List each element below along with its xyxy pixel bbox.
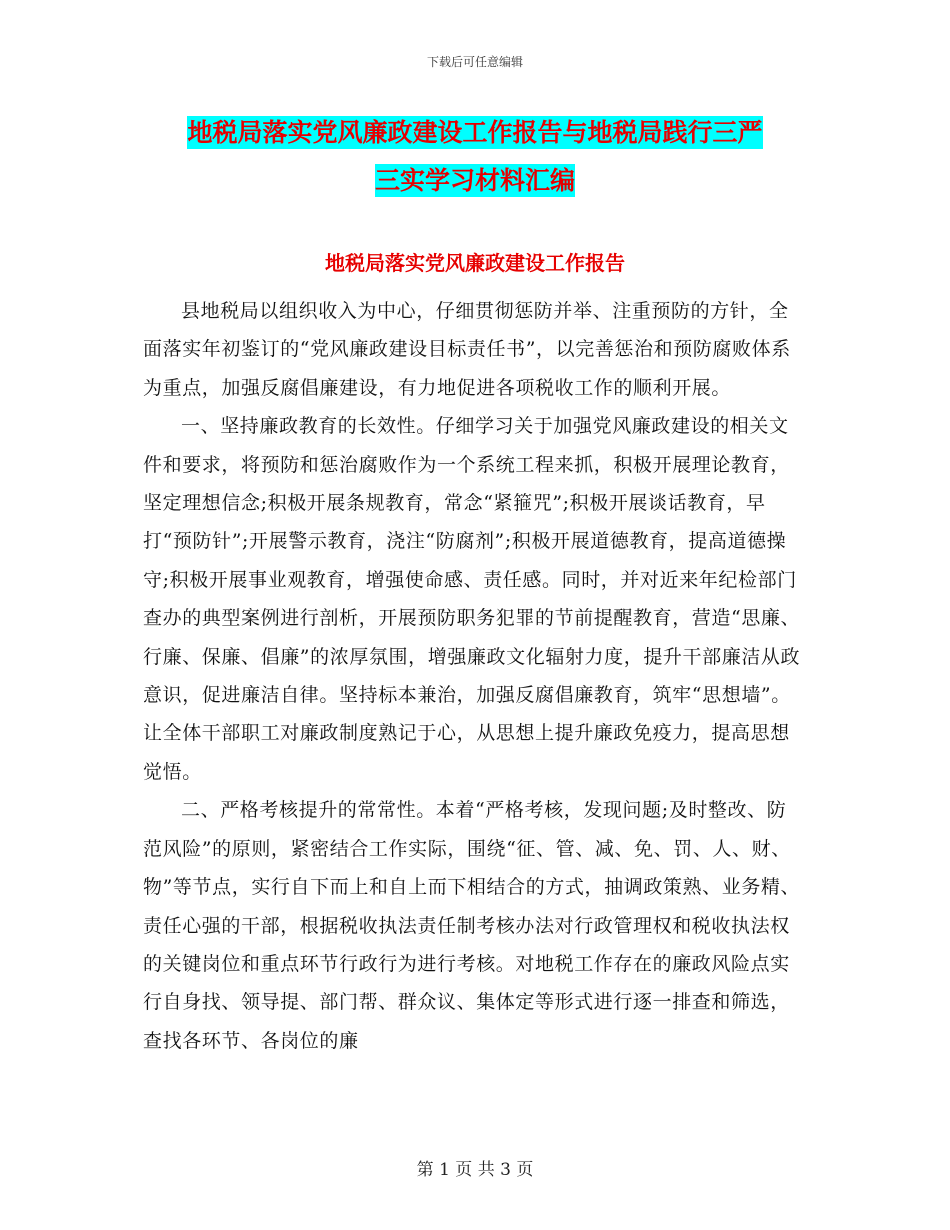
document-body <box>143 292 803 1060</box>
paragraph-intro: 县地税局以组织收入为中心，仔细贯彻惩防并举、注重预防的方针，全面落实年初鉴订的“党风廉政建设目标责任书”，以完善惩治和预防腐败体系为重点，加强反腐倡廉建设，有力地促进各项税收工作的顺利开展。 <box>143 300 791 399</box>
paragraph-section-2: 二、严格考核提升的常常性。本着“严格考核，发现问题;及时整改、防范风险”的原则，紧密结合工作实际，围绕“征、管、减、免、罚、人、财、物”等节点，实行自下而上和自上而下相结合的方式，抽调政策熟、业务精、责任心强的干部，根据税收执法责任制考核办法对行政管理权和税收执法权的关键岗位和重点环节行政行为进行考核。对地税工作存在的廉政风险点实行自身找、领导提、部门帮、群众议、集体定等形式进行逐一排查和筛选，查找各环节、各岗位的廉 <box>143 799 801 1052</box>
title-line-1: 地税局落实党风廉政建设工作报告与地税局践行三严 <box>187 118 763 147</box>
page-footer: 第 1 页 共 3 页 <box>416 1160 534 1180</box>
section-title: 地税局落实党风廉政建设工作报告 <box>325 251 625 275</box>
header-note: 下载后可任意编辑 <box>426 55 523 69</box>
title-line-2: 三实学习材料汇编 <box>374 166 575 195</box>
document-title <box>0 109 950 205</box>
paragraph-section-1: 一、坚持廉政教育的长效性。仔细学习关于加强党风廉政建设的相关文件和要求，将预防和惩治腐败作为一个系统工程来抓，积极开展理论教育，坚定理想信念;积极开展条规教育，常念“紧箍咒”;积极开展谈话教育，早打“预防针”;开展警示教育，浇注“防腐剂”;积极开展道德教育，提高道德操守;积极开展事业观教育，增强使命感、责任感。同时，并对近来年纪检部门查办的典型案例进行剖析，开展预防职务犯罪的节前提醒教育，营造“思廉、行廉、保廉、倡廉”的浓厚氛围，增强廉政文化辐射力度，提升干部廉洁从政意识，促进廉洁自律。坚持标本兼治，加强反腐倡廉教育，筑牢“思想墙”。让全体干部职工对廉政制度熟记于心，从思想上提升廉政免疫力，提高思想觉悟。 <box>143 415 801 783</box>
